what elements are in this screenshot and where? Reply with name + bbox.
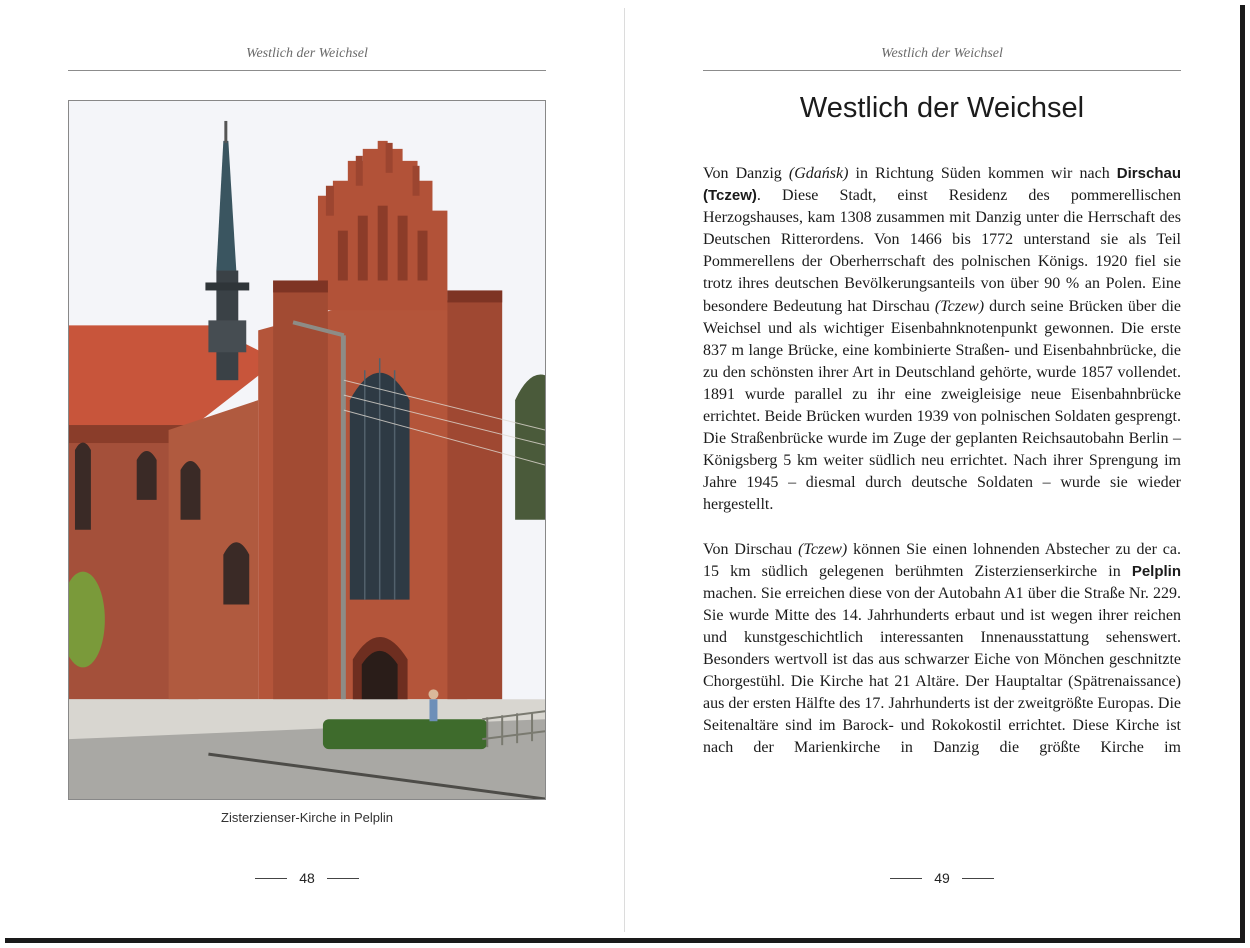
folio-dash xyxy=(962,878,994,879)
left-buttress xyxy=(273,280,328,699)
hedge xyxy=(323,719,487,749)
paragraph-pelplin: Von Dirschau (Tczew) können Sie einen lohnenden Abstecher zu der ca. 15 km südlich gelegenen berühmten Zisterzienserkirche in Pelplin machen. Sie erreichen diese von der Autobahn A1 über die Straße Nr. 229. Sie wurde Mitte des 14. Jahrhunderts erbaut und ist wegen ihrer reichen und kunstgeschichtlich interessanten Innenausstattung sehenswert. Besonders wertvoll ist das aus schwarzer Eiche von Mönchen geschnitzte Chorgestühl. Die Kirche hat 21 Altäre. Der Hauptaltar (Spätrenaissance) aus der ersten Hälfte des 17. Jahrhunderts ist der zweitgrößte Europas. Die Seitenaltäre sind im Barock- und Rokokostil errichtet. Diese Kirche ist nach der Marienkirche in Danzig die größte Kirche im xyxy=(703,540,1182,757)
person xyxy=(429,699,437,721)
page-number-49: 49 xyxy=(934,870,950,886)
book-gutter xyxy=(624,8,625,932)
church-illustration xyxy=(69,101,545,799)
chapter-title: Westlich der Weichsel xyxy=(799,92,1085,124)
folio-dash xyxy=(255,878,287,879)
folio-dash xyxy=(327,878,359,879)
photo-caption: Zisterzienser-Kirche in Pelplin xyxy=(221,810,393,825)
page-number-left xyxy=(68,868,546,888)
body-text xyxy=(703,163,1181,759)
page-number-right xyxy=(703,868,1181,888)
tree-right xyxy=(515,375,545,520)
folio-dash xyxy=(890,878,922,879)
header-rule-right xyxy=(703,70,1181,71)
left-page xyxy=(0,0,624,938)
running-head-right: Westlich der Weichsel xyxy=(881,46,1003,61)
running-head-left: Westlich der Weichsel xyxy=(246,46,368,61)
paragraph-dirschau: Von Danzig (Gdańsk) in Richtung Süden kommen wir nach Dirschau (Tczew). Diese Stadt, einst Residenz des pommerellischen Herzogshauses, kam 1308 zusammen mit Danzig unter die Herrschaft des Deutschen Ritterordens. Von 1466 bis 1772 unterstand sie als Teil Pommerellens der Oberherrschaft des polnischen Königs. 1920 fiel sie trotz ihres deutschen Bevölkerungsanteils von über 90 % an Polen. Eine besondere Bedeutung hat Dirschau (Tczew) durch seine Brücken über die Weichsel und als wichtiger Eisenbahnknotenpunkt gewonnen. Die erste 837 m lange Brücke, eine kombinierte Straßen- und Eisenbahnbrücke, die zu den schönsten ihrer Art in Deutschland gehörte, wurde 1857 vollendet. 1891 wurde parallel zu ihr eine zweigleisige neue Eisenbahnbrücke errichtet. Beide Brücken wurden 1939 von polnischen Soldaten gesprengt. Die Straßenbrücke wurde im Zuge der geplanten Reichsautobahn Berlin – Königsberg 5 km weiter südlich neu errichtet. Nach ihrer Sprengung im Jahre 1945 – diesmal durch deutsche Soldaten – wurde sie wieder hergestellt. xyxy=(703,165,1181,514)
right-buttress xyxy=(447,290,502,699)
header-rule-left xyxy=(68,70,546,71)
page-number-48: 48 xyxy=(299,870,315,886)
church-photo xyxy=(68,100,546,800)
